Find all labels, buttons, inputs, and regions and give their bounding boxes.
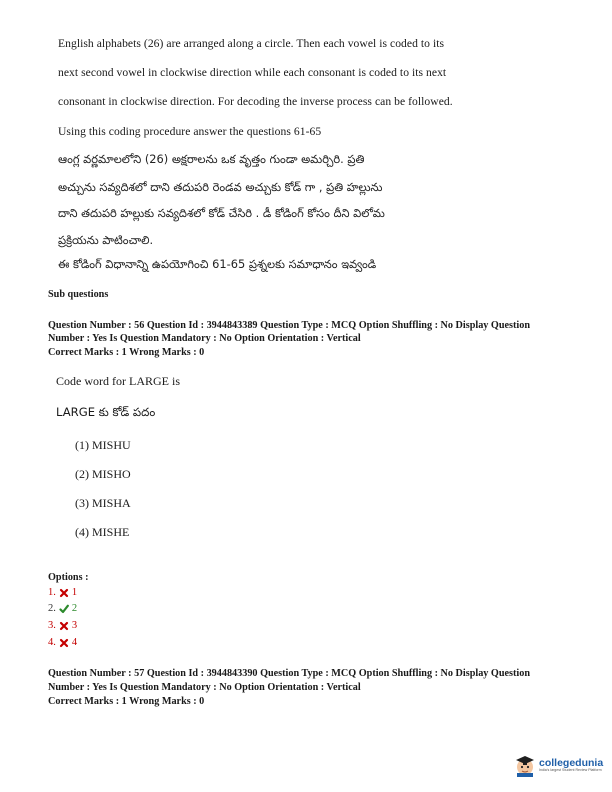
sub-questions-label: Sub questions <box>48 289 109 300</box>
option-number: 1. <box>48 587 56 598</box>
option-row-4 <box>48 637 77 648</box>
brand-tagline: India's largest Student Review Platform <box>539 768 602 773</box>
option-row-2 <box>48 603 77 614</box>
passage-te-line-2: అచ్చును సవ్యదిశలో దాని తదుపరి రెండవ అచ్చుకు కోడ్ గా , ప్రతి హల్లును <box>58 180 383 194</box>
check-icon <box>59 604 69 614</box>
cross-icon <box>59 638 69 648</box>
passage-en-line-3: consonant in clockwise direction. For decoding the inverse process can be followed. <box>58 95 453 108</box>
option-row-3 <box>48 620 77 631</box>
passage-te-line-5: ఈ కోడింగ్ విధానాన్ని ఉపయోగించి 61-65 ప్రశ్నలకు సమాధానం ఇవ్వండి <box>58 257 377 271</box>
passage-te-line-4: ప్రక్రియను పాటించాలి. <box>58 233 154 247</box>
q56-text-te: LARGE కు కోడ్ పదం <box>56 405 156 419</box>
q56-marks: Correct Marks : 1 Wrong Marks : 0 <box>48 347 205 358</box>
option-number: 4. <box>48 637 56 648</box>
graduate-mascot-icon <box>514 753 536 777</box>
passage-te-line-1: ఆంగ్ల వర్ణమాలలోని (26) అక్షరాలను ఒక వృత్తం గుండా అమర్చిరి. ప్రతి <box>58 152 365 166</box>
option-row-1 <box>48 587 77 598</box>
option-label: 3 <box>71 620 78 631</box>
q57-marks: Correct Marks : 1 Wrong Marks : 0 <box>48 696 205 707</box>
brand-name: collegedunia <box>539 756 604 769</box>
q56-text-en: Code word for LARGE is <box>56 374 180 388</box>
q56-choice-4: (4) MISHE <box>75 525 130 539</box>
option-number: 2. <box>48 603 56 614</box>
q56-choice-2: (2) MISHO <box>75 467 131 481</box>
q57-meta-line-2: Number : Yes Is Question Mandatory : No Option Orientation : Vertical <box>48 682 361 693</box>
option-label: 2 <box>71 603 78 614</box>
q56-meta-line-1: Question Number : 56 Question Id : 3944843389 Question Type : MCQ Option Shuffling : No Display Question <box>48 320 530 331</box>
cross-icon <box>59 588 69 598</box>
option-number: 3. <box>48 620 56 631</box>
cross-icon <box>59 621 69 631</box>
q56-meta-line-2: Number : Yes Is Question Mandatory : No Option Orientation : Vertical <box>48 333 361 344</box>
q56-choice-3: (3) MISHA <box>75 496 131 510</box>
passage-en-line-4: Using this coding procedure answer the questions 61-65 <box>58 125 322 138</box>
option-label: 1 <box>71 587 78 598</box>
collegedunia-logo <box>514 748 606 782</box>
passage-te-line-3: దాని తదుపరి హల్లుకు సవ్యదిశలో కోడ్ చేసిరి . డీ కోడింగ్ కోసం దీని విలోమ <box>58 206 385 220</box>
passage-en-line-2: next second vowel in clockwise direction while each consonant is coded to its next <box>58 66 447 79</box>
options-title: Options : <box>48 572 89 583</box>
passage-en-line-1: English alphabets (26) are arranged along a circle. Then each vowel is coded to its <box>58 37 445 50</box>
q56-choice-1: (1) MISHU <box>75 438 131 452</box>
q57-meta-line-1: Question Number : 57 Question Id : 3944843390 Question Type : MCQ Option Shuffling : No Display Question <box>48 668 530 679</box>
option-label: 4 <box>71 637 78 648</box>
